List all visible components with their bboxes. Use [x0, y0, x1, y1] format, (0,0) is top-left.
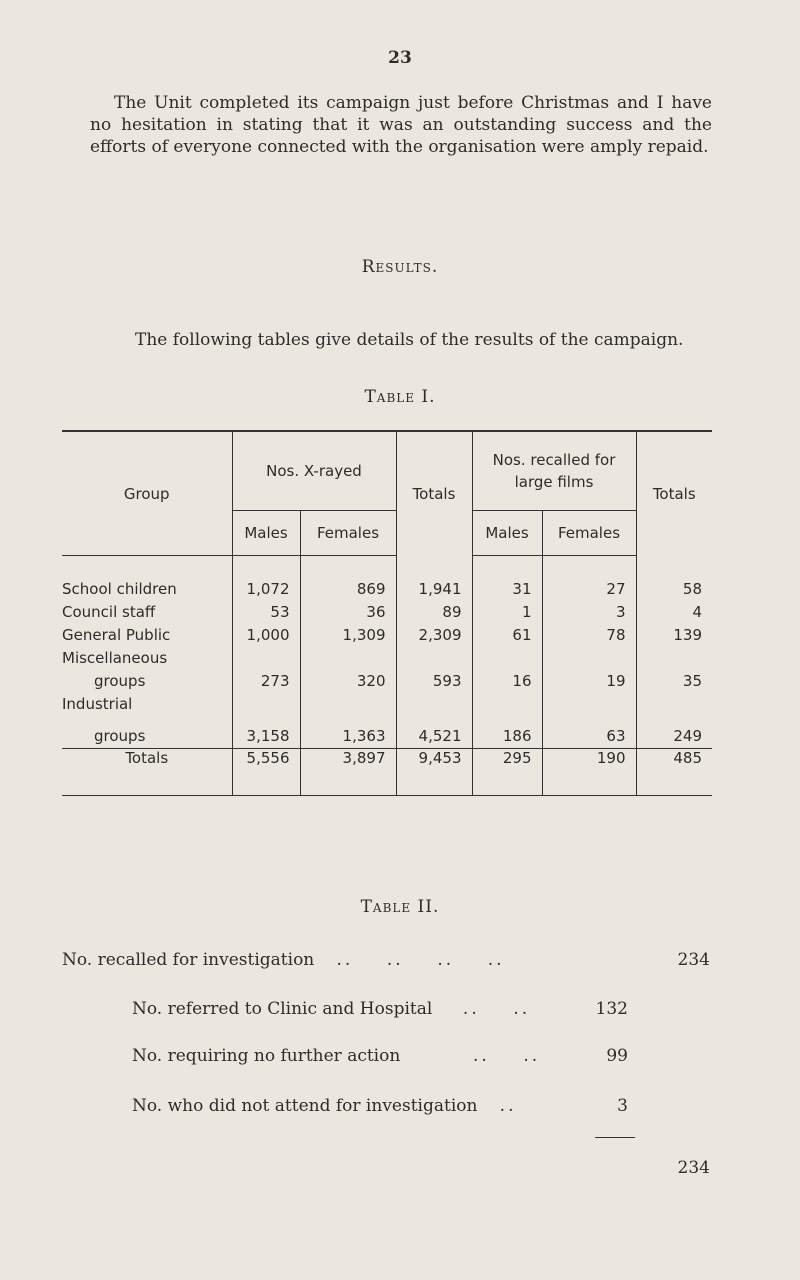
row-xrayed-females: 1,363: [300, 716, 396, 749]
leader-dots: .. .. .. ..: [319, 950, 505, 970]
totals-recalled-females: 190: [542, 749, 636, 796]
row-xrayed-total: 89: [396, 601, 472, 624]
header-females: Females: [300, 511, 396, 556]
row-recalled-females: 3: [542, 601, 636, 624]
row-group: Council staff: [62, 603, 156, 621]
totals-xrayed-females: 3,897: [300, 749, 396, 796]
row-xrayed-females: 320: [300, 670, 396, 693]
header-recalled-males: Males: [472, 511, 542, 556]
row-group-continued: groups: [94, 727, 146, 745]
header-totals-xrayed: Totals: [396, 431, 472, 556]
leader-dots: ..: [482, 1096, 517, 1116]
row-xrayed-total: 1,941: [396, 556, 472, 602]
row-recalled-total: 35: [636, 670, 712, 693]
row-xrayed-total: 593: [396, 670, 472, 693]
table2-total-value: 234: [677, 1158, 710, 1178]
not-attend-value: 3: [617, 1096, 628, 1116]
leader-dots: .. ..: [405, 1046, 541, 1066]
header-group: Group: [62, 431, 232, 556]
row-recalled-total: 58: [636, 556, 712, 602]
table2-heading: Table II.: [360, 897, 440, 917]
sum-rule: [595, 1137, 635, 1138]
row-group-continued: groups: [94, 672, 146, 690]
header-xrayed: Nos. X-rayed: [232, 431, 396, 511]
totals-label: Totals: [125, 749, 169, 767]
recalled-for-investigation-value: 234: [677, 950, 710, 970]
no-action-label: No. requiring no further action: [132, 1046, 401, 1066]
row-recalled-males: 1: [472, 601, 542, 624]
row-xrayed-females: 1,309: [300, 624, 396, 647]
row-xrayed-males: 1,000: [232, 624, 300, 647]
row-recalled-females: 27: [542, 556, 636, 602]
row-xrayed-males: 273: [232, 670, 300, 693]
leader-dots: .. ..: [437, 999, 531, 1019]
no-action-value: 99: [606, 1046, 628, 1066]
row-xrayed-total: 4,521: [396, 716, 472, 749]
referred-label: No. referred to Clinic and Hospital: [132, 999, 433, 1019]
row-recalled-males: 16: [472, 670, 542, 693]
page-number: 23: [388, 48, 412, 68]
row-recalled-females: 78: [542, 624, 636, 647]
referred-value: 132: [595, 999, 628, 1019]
not-attend-label: No. who did not attend for investigation: [132, 1096, 478, 1116]
totals-recalled-total: 485: [636, 749, 712, 796]
totals-recalled-males: 295: [472, 749, 542, 796]
row-group: General Public: [62, 626, 171, 644]
row-xrayed-males: 3,158: [232, 716, 300, 749]
row-recalled-total: 249: [636, 716, 712, 749]
header-males: Males: [232, 511, 300, 556]
table1-heading: Table I.: [364, 387, 436, 407]
results-text: The following tables give details of the results of the campaign.: [135, 330, 684, 350]
header-recalled: Nos. recalled for large films: [472, 431, 636, 511]
totals-xrayed-males: 5,556: [232, 749, 300, 796]
row-recalled-males: 31: [472, 556, 542, 602]
recalled-for-investigation-label: No. recalled for investigation: [62, 950, 315, 970]
row-xrayed-females: 36: [300, 601, 396, 624]
results-heading: Results.: [361, 257, 439, 277]
header-totals-recalled: Totals: [636, 431, 712, 556]
row-recalled-total: 139: [636, 624, 712, 647]
row-group: School children: [62, 580, 177, 598]
row-recalled-males: 61: [472, 624, 542, 647]
row-group: Industrial: [62, 695, 133, 713]
row-recalled-females: 63: [542, 716, 636, 749]
row-xrayed-females: 869: [300, 556, 396, 602]
row-recalled-total: 4: [636, 601, 712, 624]
row-xrayed-males: 1,072: [232, 556, 300, 602]
row-xrayed-males: 53: [232, 601, 300, 624]
intro-paragraph: The Unit completed its campaign just before Christmas and I have no hesitation in stating that it was an outstanding success and the efforts of everyone connected with the organisation were amply repaid.: [90, 93, 712, 157]
row-xrayed-total: 2,309: [396, 624, 472, 647]
row-recalled-males: 186: [472, 716, 542, 749]
header-recalled-females: Females: [542, 511, 636, 556]
totals-xrayed-total: 9,453: [396, 749, 472, 796]
row-recalled-females: 19: [542, 670, 636, 693]
row-group: Miscellaneous: [62, 649, 168, 667]
